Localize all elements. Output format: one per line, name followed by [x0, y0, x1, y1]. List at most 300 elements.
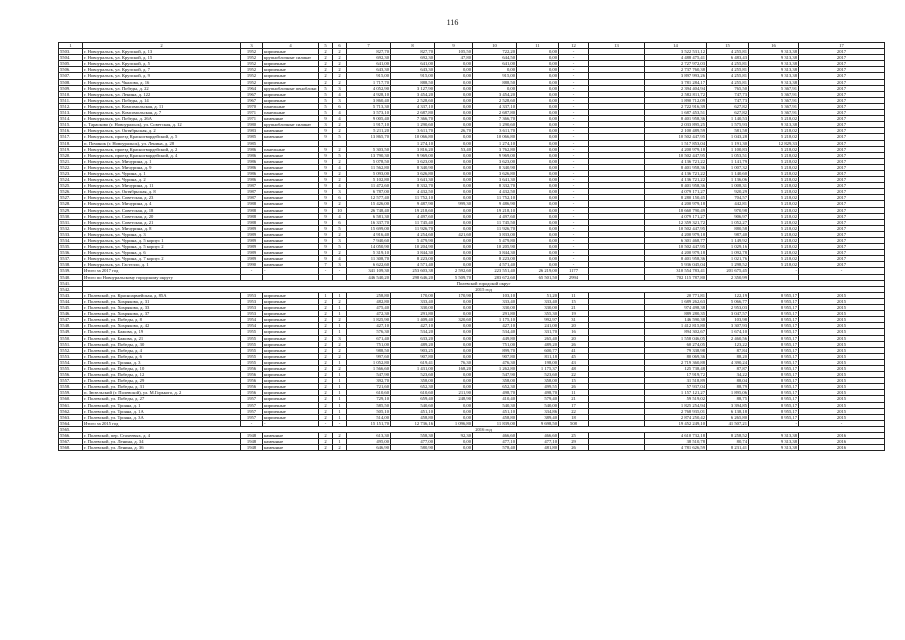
- table-cell: 8 955,17: [749, 365, 799, 371]
- table-cell: 646,90: [347, 445, 391, 451]
- table-cell: 51,20: [517, 292, 559, 298]
- table-cell: 2: [319, 365, 333, 371]
- table-cell: 2015: [799, 408, 885, 414]
- row-number-cell: 5555.: [59, 365, 83, 371]
- table-cell: каменные: [263, 207, 319, 213]
- table-cell: -: [559, 103, 589, 109]
- table-cell: 0,00: [517, 122, 559, 128]
- table-cell: 18: [559, 414, 589, 420]
- address-cell: г. Новоуральск, ул. Гастелло, д. 1: [83, 262, 241, 268]
- table-cell: 88,79: [707, 384, 749, 390]
- table-cell: 5 218,02: [749, 170, 799, 176]
- table-cell: 9 313,38: [749, 79, 799, 85]
- table-cell: 1988: [241, 201, 263, 207]
- table-cell: 2: [333, 341, 347, 347]
- table-cell: 5 078,50: [347, 158, 391, 164]
- table-cell: 1952: [241, 79, 263, 85]
- address-cell: г. Новоуральск, ул. Октябрьская, д. 2: [83, 128, 241, 134]
- table-cell: 9: [319, 195, 333, 201]
- table-cell: -: [559, 164, 589, 170]
- row-number-cell: 5509.: [59, 85, 83, 91]
- table-cell: -: [319, 268, 333, 274]
- table-cell: 7: [319, 262, 333, 268]
- table-cell: 1: [333, 323, 347, 329]
- table-cell: кирпичные: [263, 292, 319, 298]
- table-cell: 0,00: [435, 73, 473, 79]
- table-cell: 0,00: [435, 414, 473, 420]
- table-cell: 4 610 732,18: [645, 433, 707, 439]
- table-cell: 4: [333, 91, 347, 97]
- table-cell: 0,00: [435, 353, 473, 359]
- table-cell: -: [333, 420, 347, 426]
- table-cell: 8 955,17: [749, 408, 799, 414]
- row-number-cell: 5540.: [59, 274, 83, 280]
- table-cell: 5 218,02: [749, 250, 799, 256]
- table-cell: 894 302,67: [645, 329, 707, 335]
- table-cell: 41: [559, 347, 589, 353]
- table-cell: 0,00: [435, 183, 473, 189]
- table-cell: 999,30: [435, 201, 473, 207]
- table-cell: 514,00: [347, 414, 391, 420]
- table-cell: 4 200 979,18: [645, 201, 707, 207]
- row-number-cell: 5528.: [59, 201, 83, 207]
- table-cell: 974 498,38: [645, 305, 707, 311]
- table-cell: 1986: [241, 158, 263, 164]
- table-cell: 92,30: [435, 433, 473, 439]
- section-title-cell: 2016 год: [83, 426, 885, 432]
- row-number-cell: 5505.: [59, 61, 83, 67]
- table-row: [59, 445, 885, 451]
- housing-register-table: [58, 42, 885, 451]
- table-cell: 1 007,32: [707, 164, 749, 170]
- table-cell: -: [799, 420, 885, 426]
- table-cell: 1948: [241, 439, 263, 445]
- table-cell: 4 497,60: [391, 213, 435, 219]
- table-cell: 11 926,70: [391, 225, 435, 231]
- table-cell: -: [559, 128, 589, 134]
- address-cell: г. Полевской, ул. Победы, д. 30: [83, 341, 241, 347]
- table-cell: 19: [559, 311, 589, 317]
- table-cell: 201 675,45: [707, 268, 749, 274]
- address-cell: Итого за 2017 год: [83, 268, 241, 274]
- table-cell: 2015: [799, 365, 885, 371]
- table-cell: 2017: [799, 225, 885, 231]
- table-cell: 15 151,70: [347, 420, 391, 426]
- address-cell: г. Полевской, ул. Бажова, д. 21: [83, 335, 241, 341]
- table-cell: 0,00: [517, 91, 559, 97]
- table-cell: 5 367,91: [749, 85, 799, 91]
- table-cell: 241,00: [517, 323, 559, 329]
- table-cell: -: [559, 85, 589, 91]
- table-cell: 5: [319, 110, 333, 116]
- table-cell: 170,90: [435, 292, 473, 298]
- address-cell: г. Новоуральск, ул. Советская, д. 18: [83, 207, 241, 213]
- table-cell: 8 401 958,36: [645, 164, 707, 170]
- table-cell: 1 687 453,51: [645, 110, 707, 116]
- table-cell: каменные: [263, 170, 319, 176]
- table-cell: 17 919,72: [645, 372, 707, 378]
- table-cell: 5 936 045,04: [645, 262, 707, 268]
- table-cell: 2: [319, 347, 333, 353]
- row-number-cell: 5538.: [59, 262, 83, 268]
- column-number-cell: 11: [517, 43, 559, 49]
- table-cell: 13 790,30: [347, 152, 391, 158]
- table-cell: 907,80: [391, 353, 435, 359]
- table-cell: каменные: [263, 433, 319, 439]
- table-cell: 481,80: [517, 445, 559, 451]
- table-cell: 1 689 262,63: [645, 298, 707, 304]
- table-cell: 0,00: [435, 67, 473, 73]
- table-cell: 9: [319, 207, 333, 213]
- address-cell: г. Новоуральск, ул. Крупской, д. 15: [83, 55, 241, 61]
- table-cell: 10 066,80: [473, 134, 517, 140]
- table-cell: 11: [559, 390, 589, 396]
- housing-table-container: [58, 42, 884, 451]
- table-cell: 11 472,60: [347, 183, 391, 189]
- table-cell: 585,50: [347, 402, 391, 408]
- table-cell: 1 517 853,04: [645, 140, 707, 146]
- table-cell: 5: [319, 103, 333, 109]
- table-cell: 0,00: [435, 213, 473, 219]
- table-cell: 1: [333, 414, 347, 420]
- table-cell: 4: [333, 116, 347, 122]
- table-cell: 2017: [799, 244, 885, 250]
- table-cell: 0,00: [435, 329, 473, 335]
- table-cell: 827,70: [347, 49, 391, 55]
- table-cell: 1 191,30: [707, 140, 749, 146]
- table-cell: 508: [559, 420, 589, 426]
- address-cell: г. Новоуральск, проезд Красногвардейский, д. 5: [83, 134, 241, 140]
- row-number-cell: 5558.: [59, 384, 83, 390]
- table-cell: 2017: [799, 91, 885, 97]
- table-cell: 427,10: [473, 323, 517, 329]
- table-cell: 0,00: [517, 128, 559, 134]
- table-cell: -: [559, 213, 589, 219]
- table-cell: 5 218,02: [749, 231, 799, 237]
- table-cell: 5 367,91: [749, 110, 799, 116]
- table-cell: 0,00: [517, 55, 559, 61]
- table-cell: 0,00: [435, 219, 473, 225]
- row-number-cell: 5552.: [59, 347, 83, 353]
- table-cell: 5 218,02: [749, 134, 799, 140]
- table-cell: 4 488 475,41: [645, 55, 707, 61]
- table-cell: -: [559, 116, 589, 122]
- table-cell: 3 641,30: [391, 177, 435, 183]
- table-cell: 2: [333, 231, 347, 237]
- table-cell: 1: [333, 408, 347, 414]
- table-cell: 906,97: [707, 213, 749, 219]
- table-cell: 2017: [799, 128, 885, 134]
- table-cell: -: [559, 73, 589, 79]
- table-cell: 2016: [799, 439, 885, 445]
- table-cell: 644,50: [473, 55, 517, 61]
- table-cell: 643,30: [347, 67, 391, 73]
- table-cell: 0,00: [517, 158, 559, 164]
- table-cell: 1952: [241, 67, 263, 73]
- table-cell: 540,30: [473, 402, 517, 408]
- table-cell: 1953: [241, 298, 263, 304]
- table-cell: кирпичные: [263, 317, 319, 323]
- table-cell: 0,00: [435, 378, 473, 384]
- table-cell: 641,00: [473, 61, 517, 67]
- table-cell: 0,00: [435, 256, 473, 262]
- row-number-cell: 5559.: [59, 390, 83, 396]
- table-cell: панельные: [263, 146, 319, 152]
- table-cell: 2015: [799, 298, 885, 304]
- table-cell: 1 043,28: [707, 134, 749, 140]
- table-cell: кирпичные: [263, 311, 319, 317]
- table-cell: 19 218,60: [391, 207, 435, 213]
- row-number-cell: 5524.: [59, 177, 83, 183]
- table-cell: 2: [333, 122, 347, 128]
- table-cell: 1 431,00: [391, 365, 435, 371]
- table-cell: 5 218,02: [749, 213, 799, 219]
- row-number-cell: 5553.: [59, 353, 83, 359]
- table-cell: 449,80: [473, 335, 517, 341]
- table-cell: 8 955,17: [749, 359, 799, 365]
- table-cell: каменные: [263, 213, 319, 219]
- row-number-cell: 5506.: [59, 67, 83, 73]
- column-number-cell: 15: [707, 43, 749, 49]
- table-cell: 5 218,02: [749, 158, 799, 164]
- table-cell: 0,00: [517, 140, 559, 146]
- table-cell: 0,00: [517, 183, 559, 189]
- table-cell: 8 231,41: [707, 445, 749, 451]
- table-cell: 0,00: [435, 79, 473, 85]
- table-cell: 4 079 171,27: [645, 213, 707, 219]
- table-cell: 2015: [799, 341, 885, 347]
- table-cell: 211,90: [435, 390, 473, 396]
- column-number-cell: 3: [241, 43, 263, 49]
- table-cell: кирпичные: [263, 372, 319, 378]
- table-cell: кирпичные: [263, 73, 319, 79]
- table-cell: 610,60: [391, 390, 435, 396]
- table-cell: 3 762,80: [473, 146, 517, 152]
- address-cell: г. Новоуральск, ул. Победы, д. 26А: [83, 116, 241, 122]
- table-cell: 21: [559, 305, 589, 311]
- table-cell: 498,70: [473, 390, 517, 396]
- table-cell: 5 102,80: [347, 177, 391, 183]
- table-cell: 53,40: [435, 146, 473, 152]
- table-cell: 0,00: [435, 97, 473, 103]
- table-cell: 4: [333, 213, 347, 219]
- table-cell: 9: [319, 164, 333, 170]
- table-cell: 2: [319, 378, 333, 384]
- table-cell: 0,00: [435, 445, 473, 451]
- table-cell: кирпичные: [263, 335, 319, 341]
- table-cell: кирпичные: [263, 359, 319, 365]
- table-cell: 26 219,00: [517, 268, 559, 274]
- table-cell: 15: [559, 378, 589, 384]
- table-cell: -: [559, 55, 589, 61]
- address-cell: г. Новоуральск, ул. Комсомольская, д. 7: [83, 110, 241, 116]
- table-cell: 476,30: [473, 359, 517, 365]
- table-cell: 80,74: [707, 439, 749, 445]
- address-cell: г. Новоуральск, ул. Чурина, д. 7 корпус 2: [83, 256, 241, 262]
- table-cell: -: [559, 146, 589, 152]
- row-number-cell: 5527.: [59, 195, 83, 201]
- row-number-cell: 5564.: [59, 420, 83, 426]
- table-cell: 11 308,70: [347, 256, 391, 262]
- table-cell: 8 955,17: [749, 341, 799, 347]
- row-number-cell: 5503.: [59, 49, 83, 55]
- table-cell: 523,60: [517, 372, 559, 378]
- table-cell: 8 258,52: [707, 433, 749, 439]
- table-cell: 9: [319, 189, 333, 195]
- table-cell: 0,00: [517, 79, 559, 85]
- table-cell: -: [559, 49, 589, 55]
- table-cell: 1: [333, 384, 347, 390]
- table-cell: 3 833,00: [473, 231, 517, 237]
- table-cell: 2015: [799, 353, 885, 359]
- table-cell: 3 626,80: [473, 170, 517, 176]
- table-cell: 248,90: [435, 396, 473, 402]
- table-cell: 2: [333, 73, 347, 79]
- table-cell: 889 280,35: [645, 311, 707, 317]
- table-cell: каменные: [263, 116, 319, 122]
- table-cell: 1 149,92: [707, 238, 749, 244]
- table-cell: 2017: [799, 177, 885, 183]
- table-cell: [589, 445, 645, 451]
- table-cell: 5 218,02: [749, 177, 799, 183]
- table-cell: 6 265,80: [707, 414, 749, 420]
- table-cell: 6 138,18: [707, 408, 749, 414]
- table-cell: 1980: [241, 122, 263, 128]
- address-cell: г. Полевской, ул. Победы, д. 29: [83, 378, 241, 384]
- table-cell: каменные: [263, 238, 319, 244]
- address-cell: г. Новоуральск, ул. Комсомольская, д. 11: [83, 103, 241, 109]
- table-cell: 880,58: [707, 225, 749, 231]
- table-cell: 9: [319, 158, 333, 164]
- table-cell: 0,00: [517, 207, 559, 213]
- address-cell: г. Полевской, ул. Бажова, д. 19: [83, 329, 241, 335]
- table-cell: кирпичные: [263, 323, 319, 329]
- table-cell: 47,80: [435, 55, 473, 61]
- table-cell: 1955: [241, 341, 263, 347]
- table-cell: 1986: [241, 146, 263, 152]
- table-cell: 65 501,50: [517, 274, 559, 280]
- table-cell: 3: [333, 189, 347, 195]
- table-cell: -: [559, 225, 589, 231]
- row-number-cell: 5550.: [59, 335, 83, 341]
- table-cell: 1: [333, 439, 347, 445]
- row-number-cell: 5520.: [59, 152, 83, 158]
- table-cell: 22: [559, 372, 589, 378]
- table-cell: 11 745,50: [473, 219, 517, 225]
- table-cell: 4 571,40: [391, 262, 435, 268]
- table-cell: 2017: [799, 140, 885, 146]
- table-cell: 1 141,79: [707, 158, 749, 164]
- row-number-cell: 5508.: [59, 79, 83, 85]
- table-cell: 9 313,38: [749, 73, 799, 79]
- table-cell: 4 781 626,59: [645, 445, 707, 451]
- table-cell: -: [559, 140, 589, 146]
- table-cell: 0,00: [435, 335, 473, 341]
- table-cell: 0,00: [435, 122, 473, 128]
- table-cell: 4 136 721,22: [645, 158, 707, 164]
- table-cell: 2 953,03: [707, 305, 749, 311]
- table-cell: 2015: [799, 384, 885, 390]
- row-number-cell: 5529.: [59, 207, 83, 213]
- address-cell: Итого по Новоуральскому городскому округу: [83, 274, 241, 280]
- table-cell: каменные: [263, 262, 319, 268]
- table-cell: 11 562,80: [347, 164, 391, 170]
- table-cell: 489,20: [517, 341, 559, 347]
- address-cell: г. Полевской, ул. Трояна, д. 3А: [83, 414, 241, 420]
- address-cell: г. Новоуральск, ул. Октябрьская, д. 8: [83, 189, 241, 195]
- table-cell: 2: [319, 384, 333, 390]
- table-cell: 0,00: [517, 225, 559, 231]
- table-cell: 2 394 404,94: [645, 85, 707, 91]
- table-cell: 1988: [241, 207, 263, 213]
- table-cell: 2: [333, 201, 347, 207]
- table-cell: 2017: [799, 110, 885, 116]
- table-cell: 0,00: [435, 158, 473, 164]
- table-cell: 4 571,40: [473, 262, 517, 268]
- table-cell: 6 622,60: [347, 262, 391, 268]
- table-cell: 2: [333, 365, 347, 371]
- table-cell: 1971: [241, 116, 263, 122]
- address-cell: г. Полевской, ул. Трояна, д. 1А: [83, 408, 241, 414]
- table-cell: 970,98: [707, 207, 749, 213]
- table-cell: 2: [319, 67, 333, 73]
- table-cell: 1986: [241, 152, 263, 158]
- table-cell: 2 033 895,25: [645, 122, 707, 128]
- table-cell: 1: [319, 292, 333, 298]
- table-cell: 0,00: [435, 305, 473, 311]
- address-cell: г. Полевской, ул. Хохрякова, д. 31: [83, 298, 241, 304]
- table-cell: 1 092,78: [707, 250, 749, 256]
- table-cell: 1987: [241, 189, 263, 195]
- table-cell: 1954: [241, 323, 263, 329]
- table-cell: 10 204,90: [391, 244, 435, 250]
- table-cell: 5: [333, 225, 347, 231]
- table-cell: 652,30: [473, 384, 517, 390]
- table-cell: 13 865,70: [347, 134, 391, 140]
- table-cell: 5 093,00: [347, 170, 391, 176]
- table-cell: 5 319,10: [347, 250, 391, 256]
- table-cell: 14 050,90: [347, 244, 391, 250]
- table-cell: 3 573,10: [347, 110, 391, 116]
- table-cell: каменные: [263, 445, 319, 451]
- column-number-cell: 17: [799, 43, 885, 49]
- table-cell: 1177: [559, 268, 589, 274]
- table-cell: 0,00: [517, 231, 559, 237]
- table-cell: кирпичные: [263, 378, 319, 384]
- row-number-cell: 5521.: [59, 158, 83, 164]
- table-cell: 25: [559, 433, 589, 439]
- table-cell: 9 313,38: [749, 439, 799, 445]
- row-number-cell: 5542.: [59, 286, 83, 292]
- table-cell: 2: [319, 298, 333, 304]
- table-cell: 4 337,10: [391, 103, 435, 109]
- address-cell: г. Новоуральск, ул. Советская, д. 20: [83, 213, 241, 219]
- table-cell: 5: [333, 244, 347, 250]
- table-cell: 997,60: [347, 353, 391, 359]
- table-cell: -: [333, 268, 347, 274]
- table-cell: 2: [333, 353, 347, 359]
- table-cell: 505,10: [347, 408, 391, 414]
- table-cell: 578,40: [473, 445, 517, 451]
- table-cell: 1953: [241, 311, 263, 317]
- table-cell: 627,82: [707, 103, 749, 109]
- table-cell: 1 053,51: [707, 152, 749, 158]
- table-cell: кирпичные: [263, 353, 319, 359]
- table-cell: 2017: [799, 103, 885, 109]
- table-cell: 1 008,31: [707, 183, 749, 189]
- table-cell: 0,00: [435, 311, 473, 317]
- table-cell: 1971: [241, 110, 263, 116]
